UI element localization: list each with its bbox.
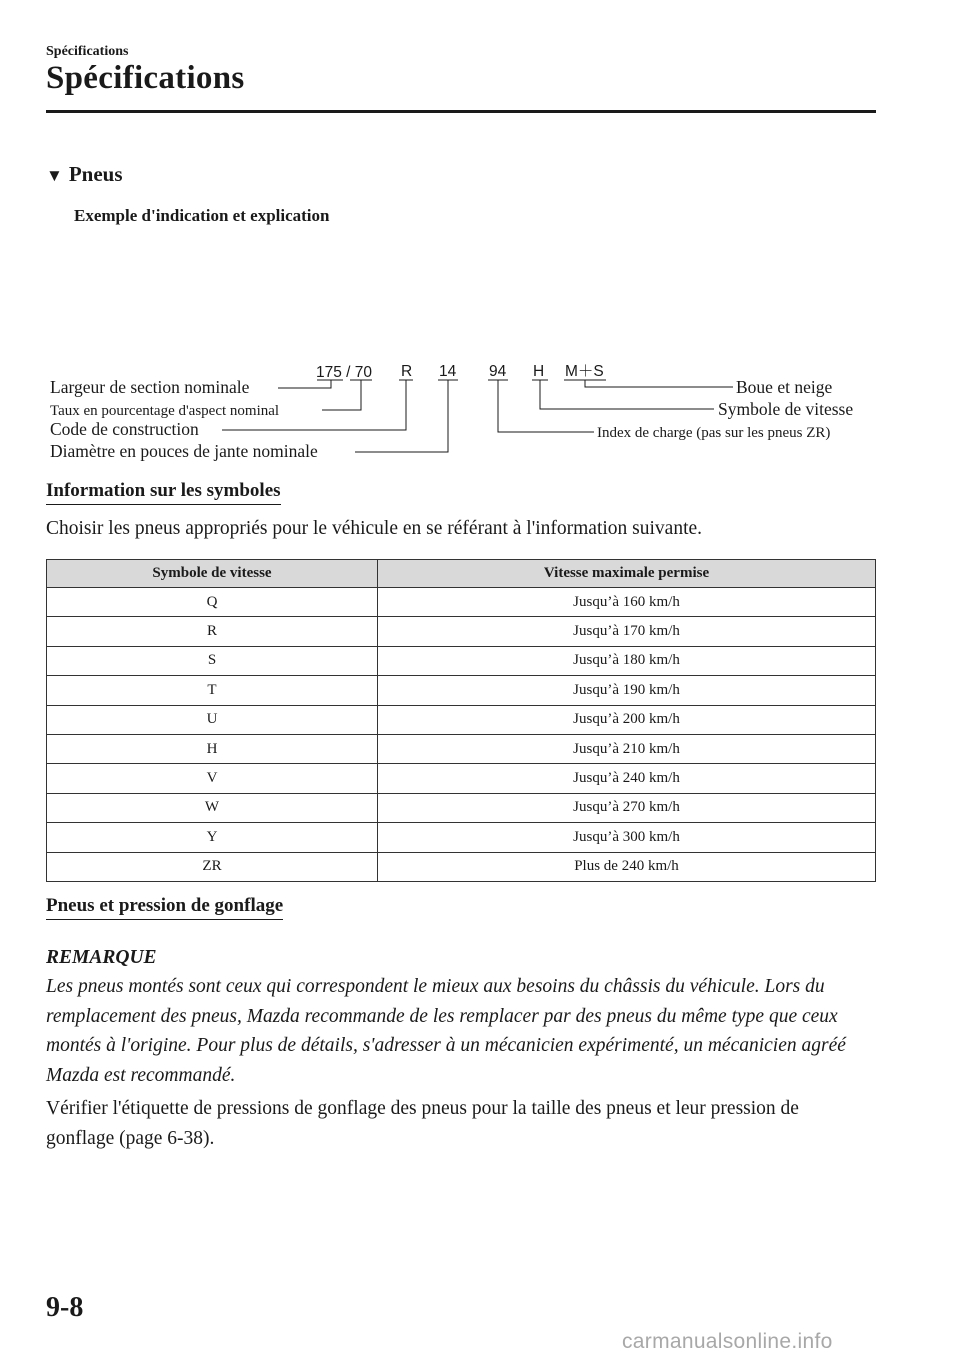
label-load-index: Index de charge (pas sur les pneus ZR) <box>597 425 831 441</box>
section-heading-tires <box>46 162 123 187</box>
leader-section-width <box>278 380 331 388</box>
table-row <box>47 734 876 763</box>
leader-aspect-ratio <box>322 380 361 410</box>
speed-symbol-cell: ZR <box>47 852 378 881</box>
example-title: Exemple d'indication et explication <box>74 206 330 225</box>
speed-symbol-cell: T <box>47 676 378 705</box>
code-speed: H <box>533 363 545 380</box>
label-mud-snow: Boue et neige <box>736 377 833 397</box>
watermark: carmanualsonline.info <box>622 1330 833 1353</box>
label-construction-code: Code de construction <box>50 419 199 439</box>
max-speed-cell: Jusqu’à 200 km/h <box>378 705 876 734</box>
label-speed-symbol: Symbole de vitesse <box>718 399 854 419</box>
table-row <box>47 823 876 852</box>
speed-symbol-cell: U <box>47 705 378 734</box>
pressure-section-heading: Pneus et pression de gonflage <box>46 895 283 920</box>
symbols-info-heading: Information sur les symboles <box>46 480 281 505</box>
column-header: Symbole de vitesse <box>47 560 378 588</box>
speed-symbol-cell: S <box>47 646 378 675</box>
speed-symbol-cell: Y <box>47 823 378 852</box>
tire-code-diagram <box>0 340 960 480</box>
table-row <box>47 764 876 793</box>
speed-symbol-cell: R <box>47 617 378 646</box>
label-section-width: Largeur de section nominale <box>50 377 250 397</box>
section-heading-text: Pneus <box>68 162 123 186</box>
speed-symbol-cell: Q <box>47 588 378 617</box>
remark-title: REMARQUE <box>46 947 157 968</box>
max-speed-cell: Jusqu’à 170 km/h <box>378 617 876 646</box>
speed-symbol-table <box>46 559 876 882</box>
table-row <box>47 852 876 881</box>
code-rim: 14 <box>439 363 457 380</box>
label-rim-diameter: Diamètre en pouces de jante nominale <box>50 441 318 461</box>
max-speed-cell: Jusqu’à 190 km/h <box>378 676 876 705</box>
page-title: Spécifications <box>46 60 245 96</box>
leader-rim <box>355 380 448 452</box>
table-row <box>47 793 876 822</box>
max-speed-cell: Jusqu’à 240 km/h <box>378 764 876 793</box>
max-speed-cell: Jusqu’à 300 km/h <box>378 823 876 852</box>
leader-load <box>498 380 594 432</box>
code-mud-snow: M＋S <box>565 363 604 380</box>
column-header: Vitesse maximale permise <box>378 560 876 588</box>
max-speed-cell: Jusqu’à 180 km/h <box>378 646 876 675</box>
table-row <box>47 676 876 705</box>
code-width-aspect: 175 / 70 <box>316 364 373 381</box>
max-speed-cell: Jusqu’à 210 km/h <box>378 734 876 763</box>
speed-symbol-cell: H <box>47 734 378 763</box>
speed-symbol-cell: W <box>47 793 378 822</box>
max-speed-cell: Jusqu’à 270 km/h <box>378 793 876 822</box>
label-aspect-ratio: Taux en pourcentage d'aspect nominal <box>50 403 280 419</box>
max-speed-cell: Plus de 240 km/h <box>378 852 876 881</box>
triangle-down-icon: ▼ <box>46 166 63 185</box>
code-construction: R <box>401 363 413 380</box>
speed-symbol-cell: V <box>47 764 378 793</box>
max-speed-cell: Jusqu’à 160 km/h <box>378 588 876 617</box>
table-row <box>47 588 876 617</box>
page-number: 9-8 <box>46 1292 84 1323</box>
table-header-row <box>47 560 876 588</box>
table-row <box>47 646 876 675</box>
title-divider <box>46 110 876 113</box>
pressure-paragraph: Vérifier l'étiquette de pressions de gonflage des pneus pour la taille des pneus et leur pression de gonflage (page 6-38). <box>46 1098 799 1149</box>
leader-speed <box>540 380 714 409</box>
code-load: 94 <box>489 363 507 380</box>
remark-body: Les pneus montés sont ceux qui correspondent le mieux aux besoins du châssis du véhicule. Lors du remplacement des pneus, Mazda recommande de les remplacer par des pneus du même type que ceux montés à l'origine. Pour plus de détails, s'adresser à un mécanicien expérimenté, un mécanicien agréé Mazda est recommandé. <box>46 976 846 1086</box>
symbols-intro-text: Choisir les pneus appropriés pour le véhicule en se référant à l'information suivante. <box>46 518 703 539</box>
breadcrumb: Spécifications <box>46 44 129 59</box>
table-row <box>47 617 876 646</box>
table-row <box>47 705 876 734</box>
leader-mud-snow <box>585 380 733 387</box>
